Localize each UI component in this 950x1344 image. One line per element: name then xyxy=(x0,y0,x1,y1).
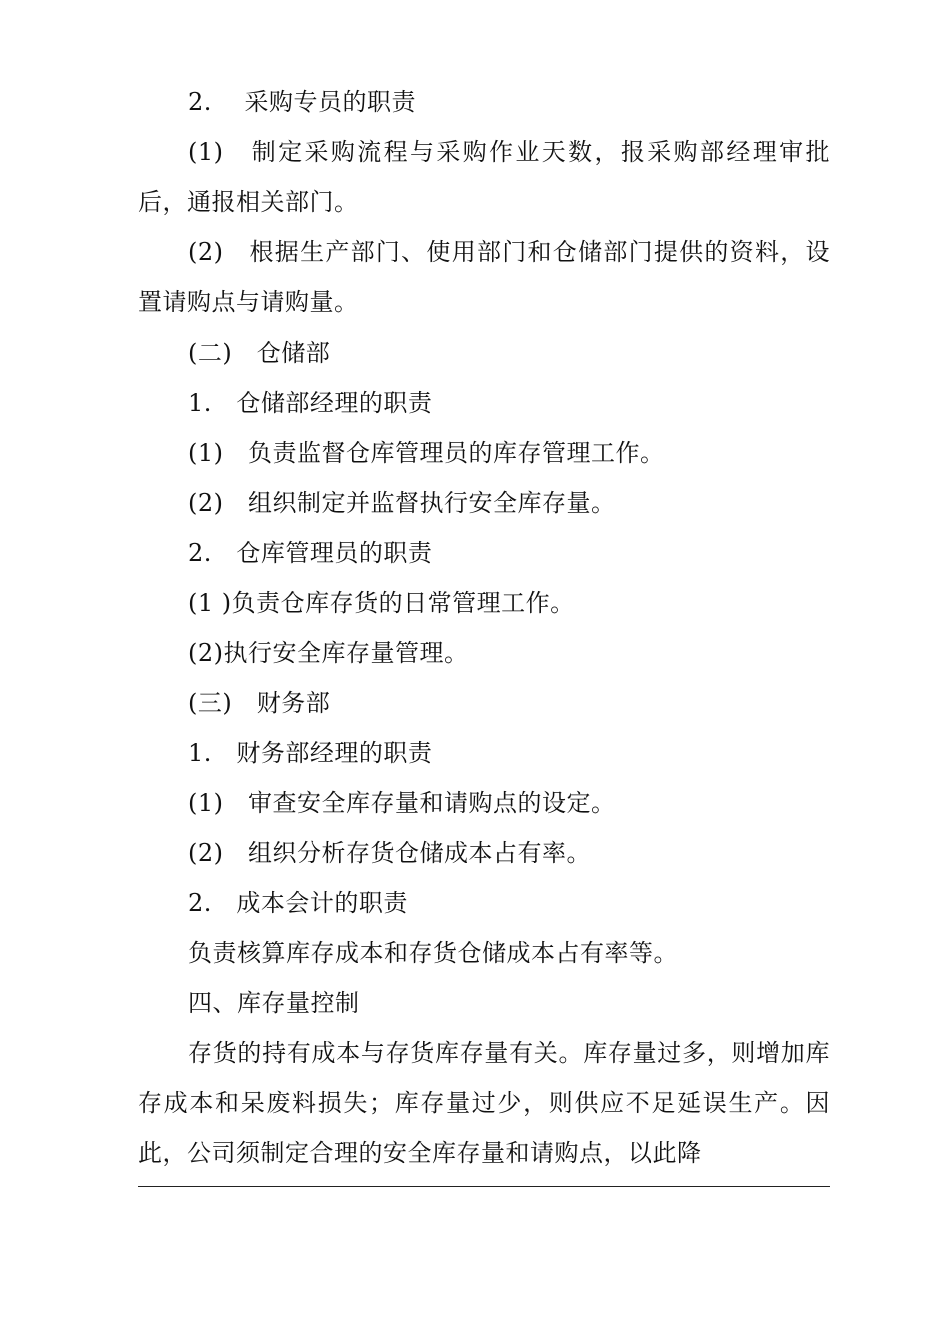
list-item: (2) 组织制定并监督执行安全库存量。 xyxy=(188,489,616,517)
section-heading-purchasing-specialist: 2. 采购专员的职责 xyxy=(188,88,417,116)
list-item: (2)执行安全库存量管理。 xyxy=(188,639,469,667)
paragraph-line: 负责核算库存成本和存货仓储成本占有率等。 xyxy=(188,939,678,967)
section-heading-warehousing: (二) 仓储部 xyxy=(188,339,331,367)
chapter-heading-inventory-control: 四、库存量控制 xyxy=(188,989,360,1017)
subsection-heading: 2. 成本会计的职责 xyxy=(188,889,408,917)
list-item: (1) 审查安全库存量和请购点的设定。 xyxy=(188,789,616,817)
list-item: (1) 负责监督仓库管理员的库存管理工作。 xyxy=(188,439,665,467)
subsection-heading: 2. 仓库管理员的职责 xyxy=(188,539,433,567)
paragraph-line: 存货的持有成本与存货库存量有关。库存量过多，则增加库 xyxy=(188,1039,830,1067)
paragraph-line: 存成本和呆废料损失；库存量过少，则供应不足延误生产。因 xyxy=(138,1089,830,1117)
subsection-heading: 1. 财务部经理的职责 xyxy=(188,739,433,767)
subsection-heading: 1. 仓储部经理的职责 xyxy=(188,389,433,417)
paragraph-line: (2) 根据生产部门、使用部门和仓储部门提供的资料，设 xyxy=(188,238,830,266)
paragraph-line: 此，公司须制定合理的安全库存量和请购点，以此降 xyxy=(138,1139,702,1167)
footer-divider xyxy=(138,1186,830,1187)
section-heading-finance: (三) 财务部 xyxy=(188,689,331,717)
list-item: (1 )负责仓库存货的日常管理工作。 xyxy=(188,589,575,617)
paragraph-line: 后，通报相关部门。 xyxy=(138,188,359,216)
paragraph-line: 置请购点与请购量。 xyxy=(138,288,359,316)
paragraph-line: (1) 制定采购流程与采购作业天数，报采购部经理审批 xyxy=(188,138,830,166)
list-item: (2) 组织分析存货仓储成本占有率。 xyxy=(188,839,591,867)
